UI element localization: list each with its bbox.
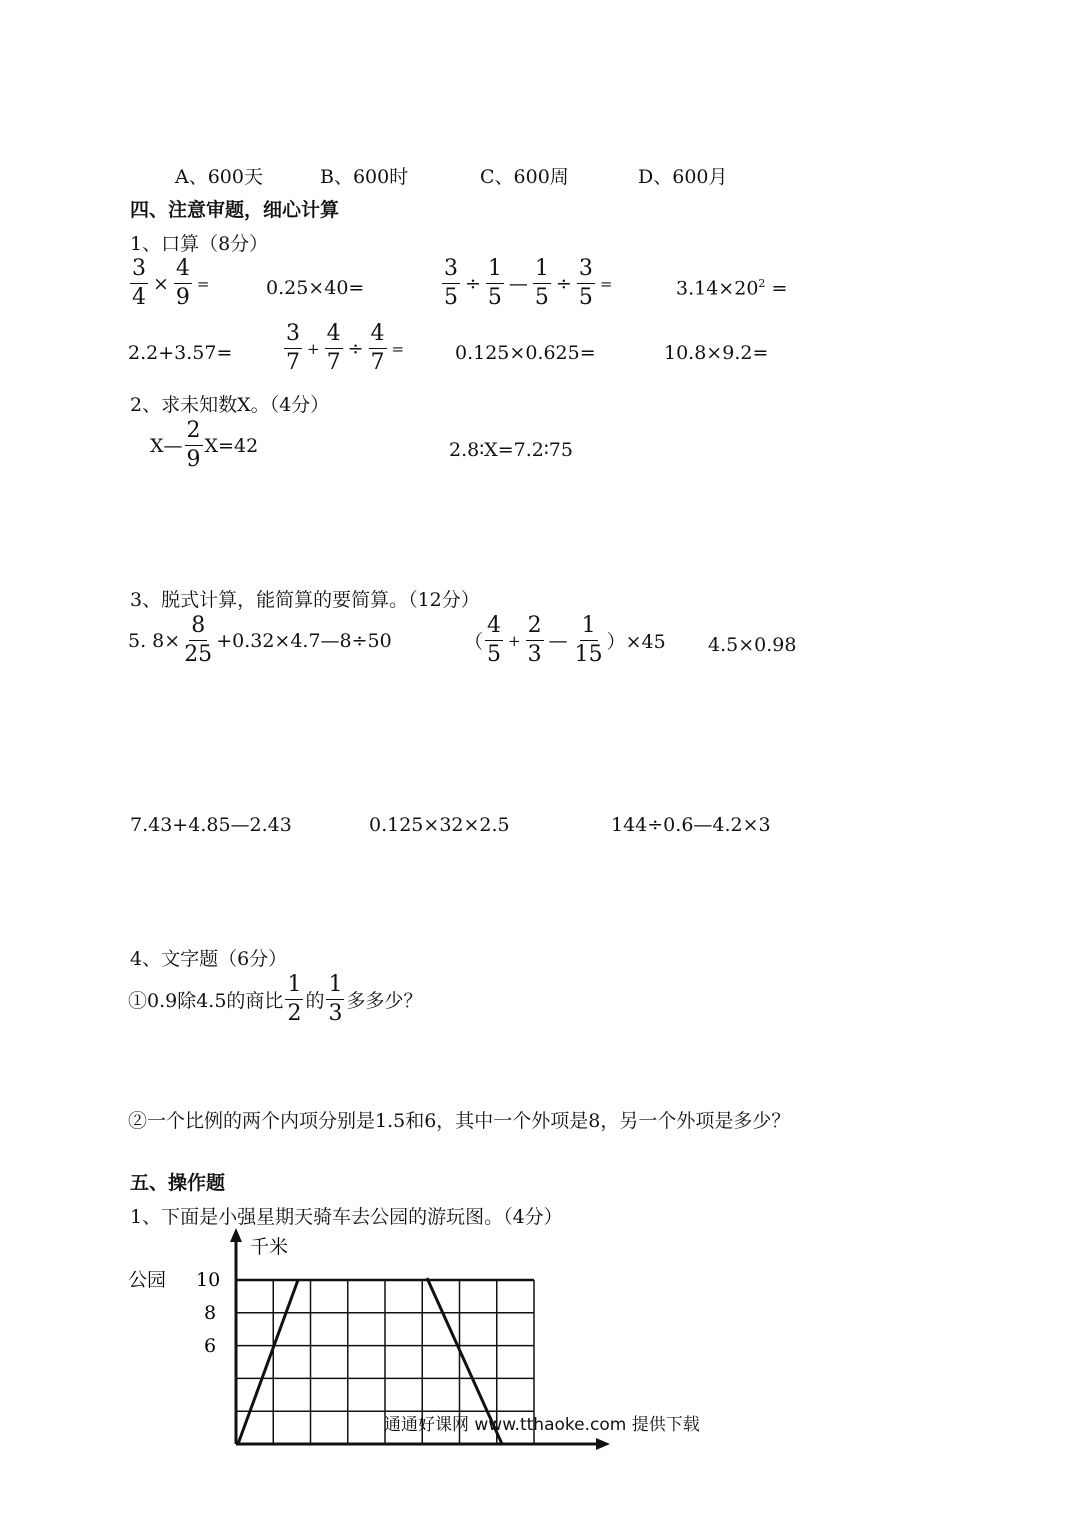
trip-line-outbound — [238, 1280, 298, 1444]
choice-d: D、600月 — [638, 166, 728, 188]
q4-problem-2: ②一个比例的两个内项分别是1.5和6，其中一个外项是8，另一个外项是多少？ — [128, 1110, 791, 1132]
q1-item-g: 0.125×0.625= — [455, 342, 596, 364]
section4-title: 四、注意审题，细心计算 — [130, 199, 340, 221]
q1-item-b: 0.25×40= — [266, 277, 365, 299]
q3-expr-4: 7.43+4.85—2.43 — [130, 814, 292, 836]
q3-expr-5: 0.125×32×2.5 — [369, 814, 510, 836]
q2-equation-2: 2.8∶X=7.2∶75 — [449, 439, 573, 461]
q1-label: 1、口算（8分） — [130, 233, 269, 255]
q3-expr-1: 5. 8× $\frac{8}{25}$ +0.32×4.7—8÷50 — [128, 613, 392, 667]
q4-label: 4、文字题（6分） — [130, 948, 288, 970]
y-tick-6: 6 — [204, 1335, 217, 1357]
section5-title: 五、操作题 — [130, 1172, 226, 1194]
footer-watermark: 通通好课网 www.tthaoke.com 提供下载 — [384, 1415, 700, 1435]
y-tick-10: 10 — [196, 1269, 221, 1291]
q1-item-h: 10.8×9.2= — [664, 342, 769, 364]
choice-a: A、600天 — [175, 166, 263, 188]
q3-label: 3、脱式计算，能简算的要简算。（12分） — [130, 589, 480, 611]
choice-c: C、600周 — [480, 166, 569, 188]
q1-item-e: 2.2+3.57= — [128, 342, 233, 364]
section5-q1-label: 1、下面是小强星期天骑车去公园的游玩图。（4分） — [130, 1206, 563, 1228]
q2-equation-1: X— $\frac{2}{9}$ X=42 — [150, 418, 259, 472]
q1-item-a: $\frac{3}{4}$ × $\frac{4}{9}$ = — [132, 256, 210, 310]
q3-expr-2: （ $\frac{4}{5}$ + $\frac{2}{3}$ — $\frac{1}{15}$ ）×45 — [464, 613, 666, 667]
q1-item-c: $\frac{3}{5}$ ÷ $\frac{1}{5}$ — $\frac{1}{5}$ ÷ $\frac{3}{5}$ = — [444, 256, 613, 310]
choice-b: B、600时 — [320, 166, 409, 188]
y-axis-label: 千米 — [250, 1236, 289, 1258]
y-tick-8: 8 — [204, 1302, 217, 1324]
q3-expr-6: 144÷0.6—4.2×3 — [611, 814, 771, 836]
y-place-label: 公园 — [128, 1269, 167, 1291]
q3-expr-3: 4.5×0.98 — [708, 634, 797, 656]
q1-item-f: $\frac{3}{7}$ + $\frac{4}{7}$ ÷ $\frac{4}{7}$ = — [286, 321, 405, 375]
q1-item-d: $3.14\times 20^2$ = — [676, 277, 788, 300]
y-axis-arrow — [230, 1228, 242, 1242]
q2-label: 2、求未知数X。（4分） — [130, 394, 330, 416]
q4-problem-1: ①0.9除4.5的商比 $\frac{1}{2}$ 的 $\frac{1}{3}$ 多多少？ — [128, 972, 423, 1026]
x-axis-arrow — [596, 1438, 610, 1450]
